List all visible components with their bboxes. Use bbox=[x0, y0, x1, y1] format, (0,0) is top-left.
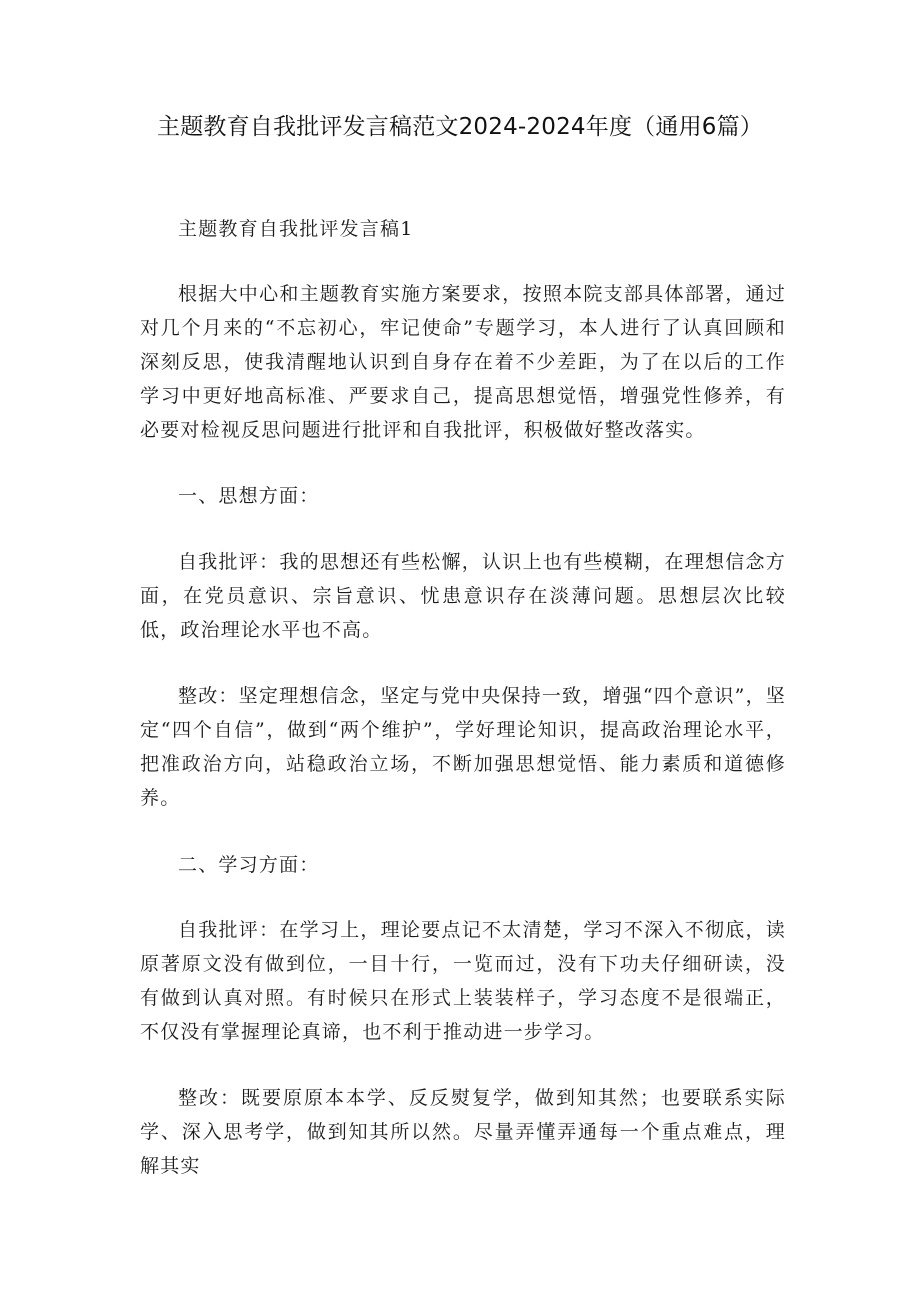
paragraph-study-rectification: 整改：既要原原本本学、反反熨复学，做到知其然；也要联系实际学、深入思考学，做到知其所以然。尽量弄懂弄通每一个重点难点，理解其实 bbox=[140, 1087, 786, 1177]
heading-thought: 一、思想方面： bbox=[178, 485, 320, 507]
document-title: 主题教育自我批评发言稿范文2024-2024年度（通用6篇） bbox=[157, 114, 763, 140]
paragraph-thought-rectification: 整改：坚定理想信念，坚定与党中央保持一致，增强“四个意识”，坚定“四个自信”，做到“两个维护”，学好理论知识，提高政治理论水平，把准政治方向，站稳政治立场，不断加强思想觉悟、能力素质和道德修养。 bbox=[140, 685, 786, 809]
paragraph-intro: 根据大中心和主题教育实施方案要求，按照本院支部具体部署，通过对几个月来的“不忘初心，牢记使命”专题学习，本人进行了认真回顾和深刻反思，使我清醒地认识到自身存在着不少差距，为了在以后的工作学习中更好地高标准、严要求自己，提高思想觉悟，增强党性修养，有必要对检视反思问题进行批评和自我批评，积极做好整改落实。 bbox=[140, 283, 786, 441]
paragraph-thought-criticism: 自我批评：我的思想还有些松懈，认识上也有些模糊，在理想信念方面，在党员意识、宗旨意识、忧患意识存在淡薄问题。思想层次比较低，政治理论水平也不高。 bbox=[140, 551, 786, 641]
paragraph-study-criticism: 自我批评：在学习上，理论要点记不太清楚，学习不深入不彻底，读原著原文没有做到位，一目十行，一览而过，没有下功夫仔细研读，没有做到认真对照。有时候只在形式上装装样子，学习态度不是很端正，不仅没有掌握理论真谛，也不利于推动进一步学习。 bbox=[140, 919, 786, 1043]
heading-study: 二、学习方面： bbox=[178, 854, 320, 876]
section-title: 主题教育自我批评发言稿1 bbox=[178, 218, 414, 240]
